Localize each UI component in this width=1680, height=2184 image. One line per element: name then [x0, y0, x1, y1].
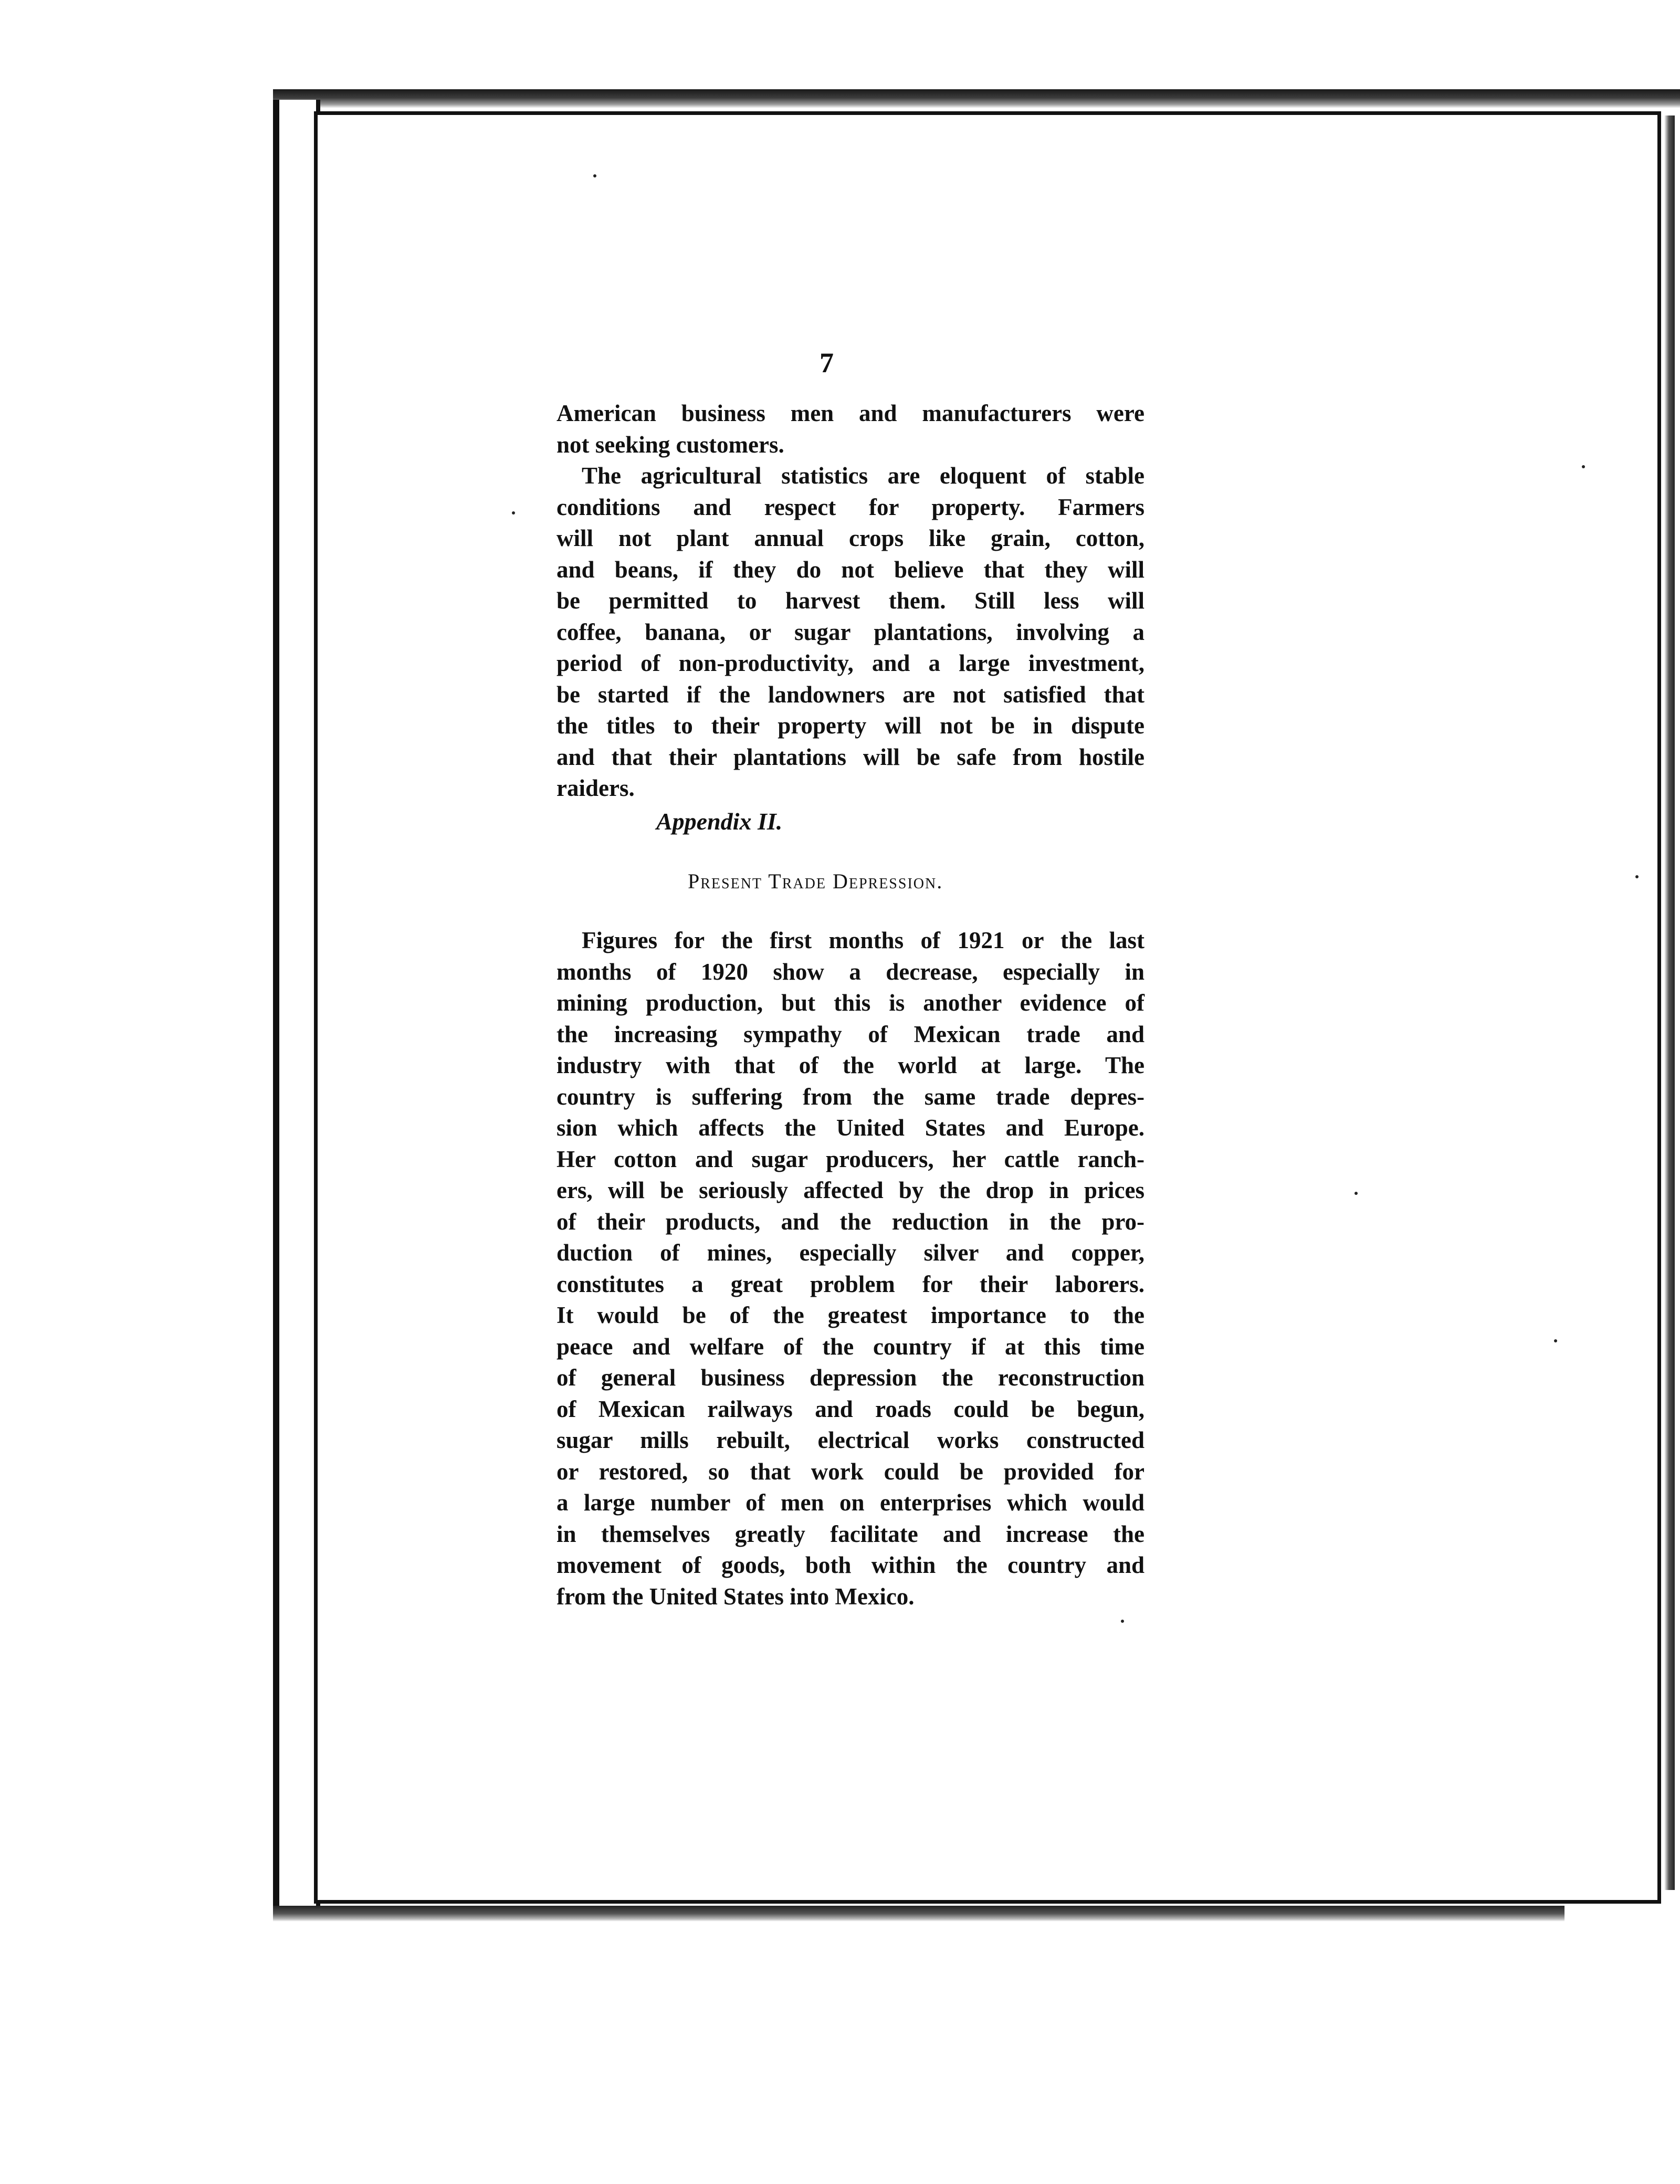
scan-speck — [1354, 1192, 1358, 1195]
text-line: and beans, if they do not believe that they will — [556, 556, 1144, 583]
scan-speck — [1582, 465, 1585, 468]
scan-speck — [1121, 1620, 1124, 1623]
text-line: conditions and respect for property. Farmers — [556, 494, 1144, 520]
text-line: months of 1920 show a decrease, especially in — [556, 958, 1144, 985]
appendix-heading: Appendix II. — [656, 808, 783, 835]
text-line: the increasing sympathy of Mexican trade and — [556, 1021, 1144, 1047]
text-line: country is suffering from the same trade depres- — [556, 1083, 1144, 1110]
text-line: will not plant annual crops like grain, cotton, — [556, 525, 1144, 551]
text-line: be permitted to harvest them. Still less will — [556, 587, 1144, 614]
text-line: Her cotton and sugar producers, her cattle ranch- — [556, 1146, 1144, 1172]
page-number: 7 — [820, 347, 834, 379]
text-line: of their products, and the reduction in the pro- — [556, 1208, 1144, 1235]
text-line: It would be of the greatest importance to the — [556, 1302, 1144, 1328]
text-line: peace and welfare of the country if at this time — [556, 1333, 1144, 1360]
text-line: sugar mills rebuilt, electrical works constructed — [556, 1427, 1144, 1453]
text-line: constitutes a great problem for their laborers. — [556, 1270, 1144, 1297]
text-line: raiders. — [556, 775, 635, 801]
body-text-bottom — [556, 925, 1144, 1612]
text-line: of general business depression the reconstruction — [556, 1364, 1144, 1391]
text-line: and that their plantations will be safe from hostile — [556, 743, 1144, 770]
text-line: ers, will be seriously affected by the drop in prices — [556, 1177, 1144, 1203]
text-line: sion which affects the United States and Europe. — [556, 1115, 1144, 1141]
text-line: or restored, so that work could be provided for — [556, 1458, 1144, 1485]
text-line: duction of mines, especially silver and copper, — [556, 1240, 1144, 1266]
text-line: from the United States into Mexico. — [556, 1583, 915, 1610]
scan-speck — [1635, 875, 1639, 878]
text-line: The agricultural statistics are eloquent of stable — [582, 463, 1144, 489]
text-line: industry with that of the world at large. The — [556, 1052, 1144, 1078]
scan-speck — [1554, 1339, 1557, 1342]
text-line: not seeking customers. — [556, 431, 784, 458]
section-heading: Present Trade Depression. — [688, 869, 943, 893]
scan-speck — [512, 511, 515, 514]
text-line: the titles to their property will not be in dispute — [556, 712, 1144, 739]
text-line: movement of goods, both within the country and — [556, 1552, 1144, 1578]
scan-shadow-right — [1664, 116, 1675, 1890]
text-line: mining production, but this is another evidence of — [556, 990, 1144, 1016]
body-text-top — [556, 398, 1144, 804]
text-line: American business men and manufacturers were — [556, 400, 1144, 426]
text-line: a large number of men on enterprises which would — [556, 1489, 1144, 1516]
text-line: coffee, banana, or sugar plantations, involving a — [556, 618, 1144, 645]
text-line: period of non-productivity, and a large investment, — [556, 650, 1144, 676]
scan-speck — [593, 174, 596, 177]
text-line: be started if the landowners are not satisfied that — [556, 681, 1144, 708]
scan-shadow-bottom — [273, 1906, 1564, 1922]
scan-shadow-top — [273, 89, 1680, 108]
text-line: of Mexican railways and roads could be begun, — [556, 1395, 1144, 1422]
text-line: in themselves greatly facilitate and increase the — [556, 1520, 1144, 1547]
scan-shadow-left — [273, 100, 320, 1906]
text-line: Figures for the first months of 1921 or the last — [582, 927, 1144, 953]
